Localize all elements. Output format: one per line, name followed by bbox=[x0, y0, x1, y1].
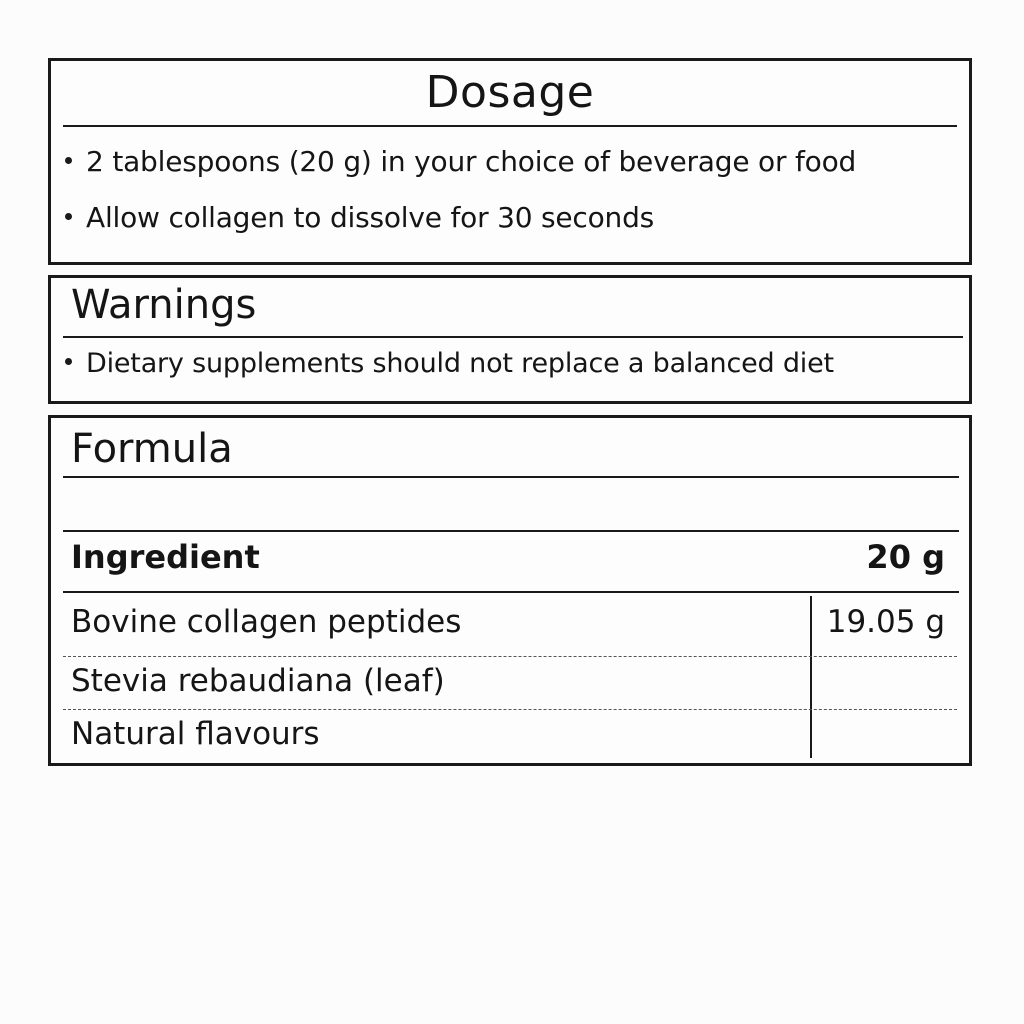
warnings-panel bbox=[48, 275, 972, 404]
column-header-amount: 20 g bbox=[866, 538, 945, 576]
warnings-item: Dietary supplements should not replace a balanced diet bbox=[65, 348, 834, 379]
row-divider bbox=[63, 709, 957, 710]
dosage-divider bbox=[63, 125, 957, 127]
warnings-title: Warnings bbox=[71, 282, 257, 328]
table-cell-amount: 19.05 g bbox=[826, 604, 945, 640]
table-cell-ingredient: Stevia rebaudiana (leaf) bbox=[71, 663, 445, 699]
formula-title-divider bbox=[63, 476, 959, 478]
bullet-icon bbox=[65, 157, 72, 164]
bullet-icon bbox=[65, 213, 72, 220]
warnings-divider bbox=[63, 336, 963, 338]
row-divider bbox=[63, 656, 957, 657]
table-cell-ingredient: Bovine collagen peptides bbox=[71, 604, 462, 640]
column-divider bbox=[810, 596, 812, 758]
dosage-item: 2 tablespoons (20 g) in your choice of beverage or food bbox=[65, 145, 856, 178]
column-header-ingredient: Ingredient bbox=[71, 538, 260, 576]
bullet-icon bbox=[65, 358, 72, 365]
formula-panel bbox=[48, 415, 972, 766]
table-header-rule bbox=[63, 591, 959, 593]
dosage-item: Allow collagen to dissolve for 30 seconds bbox=[65, 201, 654, 234]
table-cell-ingredient: Natural flavours bbox=[71, 716, 320, 752]
formula-title: Formula bbox=[71, 426, 233, 472]
dosage-panel bbox=[48, 58, 972, 265]
dosage-title: Dosage bbox=[425, 67, 595, 118]
table-top-rule bbox=[63, 530, 959, 532]
